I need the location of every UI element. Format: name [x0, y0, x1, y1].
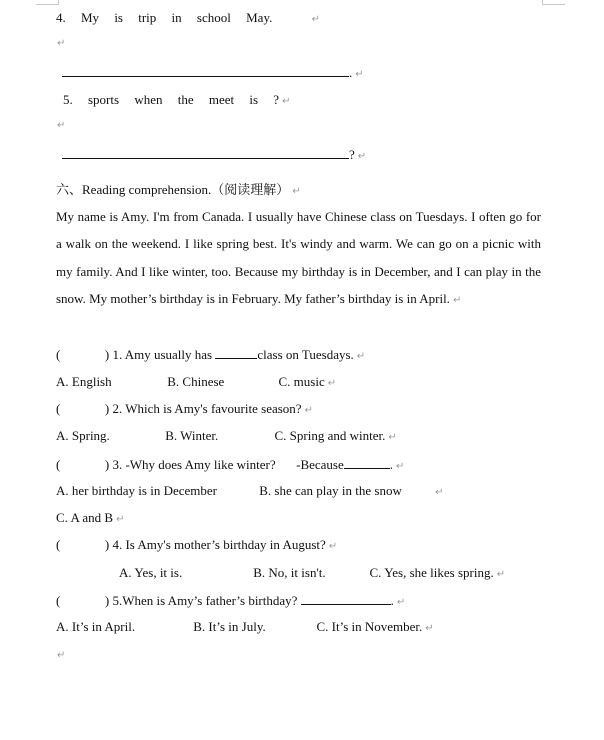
- question-stem-end: .: [390, 593, 394, 608]
- question-stem: 3. -Why does Amy like winter?: [112, 457, 276, 472]
- answer-paren-open: (: [56, 537, 61, 552]
- answer-blank[interactable]: [62, 146, 349, 159]
- question-stem-end: class on Tuesdays.: [257, 347, 354, 362]
- paragraph-mark-icon: ↵: [496, 569, 506, 580]
- paragraph-mark-icon: ↵: [396, 461, 405, 472]
- option-c: C. Yes, she likes spring.: [369, 565, 494, 580]
- scramble-question-4: [56, 10, 320, 28]
- paragraph-mark-icon: ↵: [292, 186, 301, 197]
- page-corner-mark-right: [542, 0, 565, 5]
- question-number: 4.: [56, 10, 66, 25]
- question-2: [56, 401, 313, 419]
- option-b: B. Chinese: [167, 374, 225, 389]
- option-c: C. Spring and winter.: [274, 428, 386, 443]
- word: trip: [138, 10, 157, 25]
- word: May.: [246, 10, 273, 25]
- answer-paren-close: ): [104, 593, 110, 608]
- question-number: 5.: [63, 92, 73, 107]
- answer-paren-close: ): [104, 537, 110, 552]
- option-a: A. English: [56, 374, 112, 389]
- paragraph-mark-icon: ↵: [328, 541, 338, 552]
- answer-paren-open: (: [56, 457, 61, 472]
- question-2-options: [56, 428, 397, 446]
- answer-paren-open: (: [56, 593, 61, 608]
- question-1: [56, 346, 365, 365]
- option-b: B. Winter.: [165, 428, 219, 443]
- question-stem: 1. Amy usually has: [112, 347, 216, 362]
- question-stem-end: -Because: [296, 457, 344, 472]
- question-3: ( ) 3. -Why does Amy like winter? -Because . ↵: [56, 457, 405, 472]
- section-heading: [56, 182, 301, 200]
- word: is: [114, 10, 123, 25]
- word: sports: [88, 92, 120, 107]
- paragraph-mark-icon: ↵: [282, 96, 291, 107]
- section-title: 六、Reading comprehension.（阅读理解）: [56, 182, 290, 197]
- scramble-question-5: [63, 92, 290, 110]
- option-c: C. It’s in November.: [316, 619, 423, 634]
- word: My: [81, 10, 100, 25]
- option-c: C. A and B: [56, 510, 114, 525]
- answer-paren-close: ): [104, 347, 110, 362]
- answer-paren-open: (: [56, 347, 61, 362]
- line-end: .: [349, 65, 353, 80]
- question-3-options: [56, 483, 444, 501]
- word: the meet: [177, 92, 235, 107]
- question-4: [56, 537, 337, 555]
- answer-paren-close: ): [104, 401, 110, 416]
- option-a: A. Spring.: [56, 428, 110, 443]
- answer-blank[interactable]: [62, 64, 349, 77]
- paragraph-mark-icon: ↵: [357, 151, 367, 162]
- option-a: A. It’s in April.: [56, 619, 136, 634]
- question-1-options: [56, 374, 336, 392]
- option-a: A. Yes, it is.: [119, 565, 183, 580]
- word: school: [196, 10, 231, 25]
- question-stem: 4. Is Amy's mother’s birthday in August?: [112, 537, 326, 552]
- paragraph-mark-icon: ↵: [388, 432, 397, 443]
- answer-paren-close: ): [104, 457, 110, 472]
- answer-line-5: [62, 146, 366, 165]
- option-a: A. her birthday is in December: [56, 483, 218, 498]
- paragraph-mark-icon: ↵: [435, 487, 444, 498]
- paragraph-mark-icon: ↵: [57, 120, 66, 131]
- paragraph-mark-icon: ↵: [425, 623, 434, 634]
- paragraph-mark-icon: ↵: [355, 69, 364, 80]
- question-5-options: [56, 619, 434, 637]
- option-b: B. It’s in July.: [193, 619, 266, 634]
- fill-blank[interactable]: [215, 346, 257, 359]
- answer-paren-open: (: [56, 401, 61, 416]
- page-corner-mark-left: [36, 0, 59, 5]
- question-5: [56, 592, 405, 611]
- option-b: B. she can play in the snow: [259, 483, 402, 498]
- paragraph-mark-icon: ↵: [356, 351, 366, 362]
- word: when: [134, 92, 163, 107]
- passage-text: My name is Amy. I'm from Canada. I usually have Chinese class on Tuesdays. I often go for a walk on the weekend. I like spring best. It's windy and warm. We can go on a picnic with my family. And I like winter, too. Because my birthday is in December, and I can play in the snow. My mother’s birthday is in February. My father’s birthday is in April.: [56, 209, 541, 307]
- fill-blank[interactable]: [344, 456, 390, 469]
- word: in: [171, 10, 182, 25]
- question-stem: 2. Which is Amy's favourite season?: [112, 401, 302, 416]
- word: is ?: [249, 92, 280, 107]
- paragraph-mark-icon: ↵: [304, 405, 313, 416]
- paragraph-mark-icon: ↵: [311, 14, 321, 25]
- question-3-option-c: [56, 510, 124, 528]
- question-stem: 5.When is Amy’s father’s birthday?: [112, 593, 298, 608]
- line-end: ?: [349, 147, 355, 162]
- paragraph-mark-icon: ↵: [57, 650, 66, 661]
- paragraph-mark-icon: ↵: [452, 295, 462, 307]
- fill-blank[interactable]: [301, 592, 391, 605]
- reading-passage: [56, 203, 541, 315]
- paragraph-mark-icon: ↵: [116, 514, 125, 525]
- question-4-options: [119, 565, 505, 583]
- option-b: B. No, it isn't.: [253, 565, 326, 580]
- paragraph-mark-icon: ↵: [57, 38, 66, 49]
- option-c: C. music: [278, 374, 325, 389]
- paragraph-mark-icon: ↵: [327, 378, 337, 389]
- answer-line-4: [62, 64, 364, 83]
- paragraph-mark-icon: ↵: [396, 597, 406, 608]
